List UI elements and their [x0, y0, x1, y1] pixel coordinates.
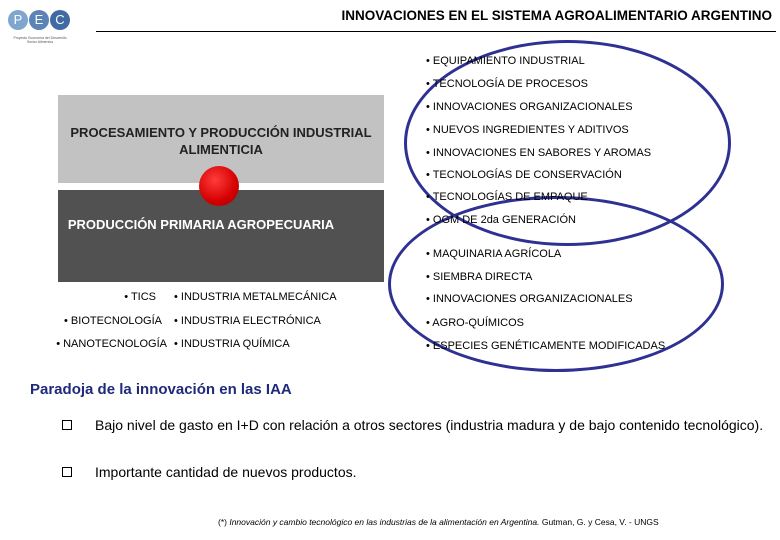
item-industria-electronica: • INDUSTRIA ELECTRÓNICA [174, 315, 321, 327]
checkbox-bullet-icon [62, 420, 72, 430]
item-maquinaria-agricola: • MAQUINARIA AGRÍCOLA [426, 248, 562, 260]
primary-production-box-label: PRODUCCIÓN PRIMARIA AGROPECUARIA [67, 217, 335, 232]
logo-subtitle: Proyecto Economía del Desarrollo Sector Alimentos [13, 36, 67, 44]
item-nanotecnologia: • NANOTECNOLOGÍA [56, 338, 167, 350]
checkbox-bullet-icon [62, 467, 72, 477]
logo-letter-e: E [29, 10, 49, 30]
item-conservacion: • TECNOLOGÍAS DE CONSERVACIÓN [426, 169, 622, 181]
logo-letter-c: C [50, 10, 70, 30]
item-biotecnologia: • BIOTECNOLOGÍA [64, 315, 162, 327]
item-ogm: • OGM DE 2da GENERACIÓN [426, 214, 576, 226]
item-siembra-directa: • SIEMBRA DIRECTA [426, 271, 533, 283]
item-innovaciones-organizacionales: • INNOVACIONES ORGANIZACIONALES [426, 101, 633, 113]
item-agroquimicos: • AGRO-QUÍMICOS [426, 317, 524, 329]
item-nuevos-ingredientes: • NUEVOS INGREDIENTES Y ADITIVOS [426, 124, 629, 136]
pec-logo [6, 6, 72, 46]
item-empaque: • TECNOLOGÍAS DE EMPAQUE [426, 191, 588, 203]
item-equipamiento-industrial: • EQUIPAMIENTO INDUSTRIAL [426, 55, 585, 67]
header-divider [96, 31, 776, 32]
page-title: INNOVACIONES EN EL SISTEMA AGROALIMENTARIO ARGENTINO [341, 8, 772, 23]
item-especies-gm: • ESPECIES GENÉTICAMENTE MODIFICADAS [426, 340, 666, 352]
item-industria-metalmecanica: • INDUSTRIA METALMECÁNICA [174, 291, 337, 303]
bullet-text-1: Bajo nivel de gasto en I+D con relación a otros sectores (industria madura y de bajo contenido tecnológico). [95, 417, 764, 433]
footnote-prefix: (*) [218, 517, 230, 527]
item-industria-quimica: • INDUSTRIA QUÍMICA [174, 338, 290, 350]
item-tecnologia-procesos: • TECNOLOGÍA DE PROCESOS [426, 78, 588, 90]
item-innovaciones-organizacionales-2: • INNOVACIONES ORGANIZACIONALES [426, 293, 633, 305]
item-tics: • TICS [124, 291, 156, 303]
item-sabores-aromas: • INNOVACIONES EN SABORES Y AROMAS [426, 147, 652, 159]
section-title: Paradoja de la innovación en las IAA [30, 381, 292, 398]
processing-box-label: PROCESAMIENTO Y PRODUCCIÓN INDUSTRIAL ALIMENTICIA [70, 125, 372, 157]
footnote [218, 517, 659, 527]
bullet-text-2: Importante cantidad de nuevos productos. [95, 464, 357, 480]
footnote-title: Innovación y cambio tecnológico en las industrias de la alimentación en Argentina. [229, 517, 540, 527]
connector-dot [199, 166, 239, 206]
logo-letter-p: P [8, 10, 28, 30]
footnote-authors: Gutman, G. y Cesa, V. - UNGS [539, 517, 659, 527]
